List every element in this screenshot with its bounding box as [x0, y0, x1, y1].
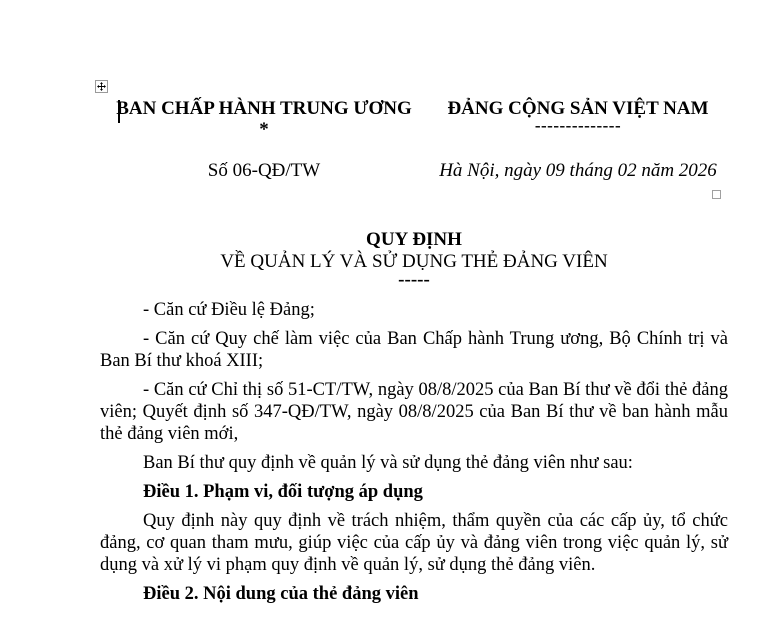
document-header-table	[100, 97, 728, 183]
paragraph-ban-bi-thu-quy-dinh[interactable]: Ban Bí thư quy định về quản lý và sử dụng thẻ đảng viên như sau:	[143, 453, 633, 473]
document-body[interactable]	[100, 299, 728, 612]
document-subtitle[interactable]: VỀ QUẢN LÝ VÀ SỬ DỤNG THẺ ĐẢNG VIÊN	[220, 251, 608, 272]
document-title[interactable]: QUY ĐỊNH	[366, 229, 462, 250]
national-header-separator: --------------	[534, 116, 622, 135]
move-arrows-icon	[97, 82, 106, 91]
heading-dieu-2[interactable]: Điều 2. Nội dung của thẻ đảng viên	[143, 584, 419, 604]
table-move-handle[interactable]	[95, 80, 108, 93]
title-separator: -----	[398, 269, 430, 290]
heading-dieu-1[interactable]: Điều 1. Phạm vi, đối tượng áp dụng	[143, 482, 423, 502]
table-resize-handle[interactable]	[712, 190, 721, 199]
header-right-cell	[428, 97, 728, 183]
paragraph-can-cu-chi-thi[interactable]: - Căn cứ Chỉ thị số 51-CT/TW, ngày 08/8/2025 của Ban Bí thư về đổi thẻ đảng viên; Quyết định số 347-QĐ/TW, ngày 08/8/2025 của Ban Bí thư về ban hành mẫu thẻ đảng viên mới,	[100, 380, 728, 444]
title-block	[100, 229, 728, 290]
place-and-date[interactable]: Hà Nội, ngày 09 tháng 02 năm 2026	[439, 160, 717, 181]
paragraph-can-cu-quy-che[interactable]: - Căn cứ Quy chế làm việc của Ban Chấp hành Trung ương, Bộ Chính trị và Ban Bí thư khoá XIII;	[100, 329, 728, 371]
document-number[interactable]: Số 06-QĐ/TW	[207, 160, 321, 181]
paragraph-can-cu-dieu-le[interactable]: - Căn cứ Điều lệ Đảng;	[143, 300, 315, 320]
national-motto-header[interactable]: ĐẢNG CỘNG SẢN VIỆT NAM	[447, 98, 709, 119]
issuing-org-name[interactable]: BAN CHẤP HÀNH TRUNG ƯƠNG	[116, 98, 412, 119]
header-left-cell	[100, 97, 428, 183]
paragraph-dieu-1-content[interactable]: Quy định này quy định về trách nhiệm, thẩm quyền của các cấp ủy, tổ chức đảng, cơ quan tham mưu, giúp việc của cấp ủy và đảng viên trong việc quản lý, sử dụng và xử lý vi phạm quy định về quản lý, sử dụng thẻ đảng viên.	[100, 511, 728, 575]
org-star-separator: *	[259, 119, 269, 140]
